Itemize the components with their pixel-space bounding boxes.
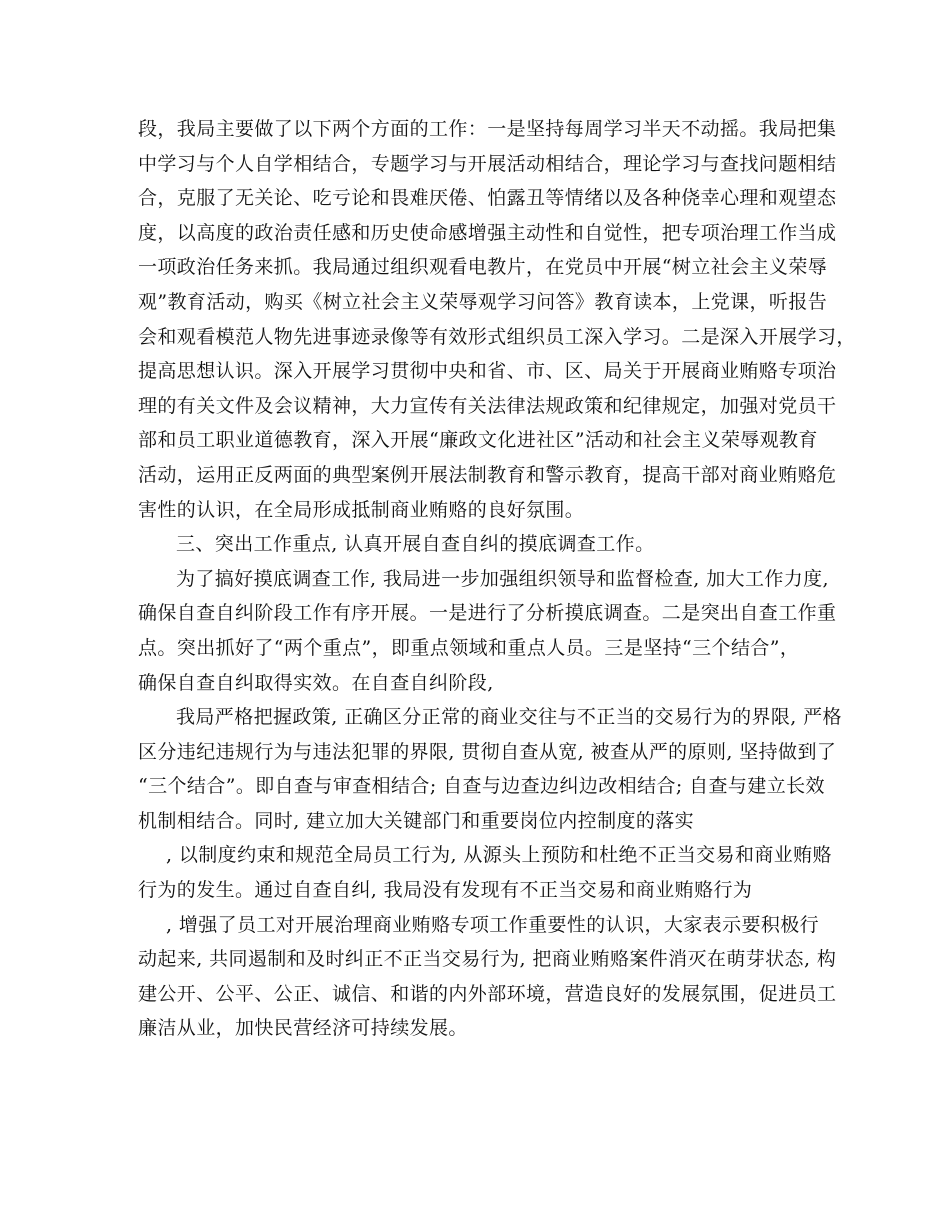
text-line: 确保自查自纠取得实效。在自查自纠阶段,	[138, 671, 494, 694]
text-line: , 以制度约束和规范全局员工行为, 从源头上预防和杜绝不正当交易和商业贿赂	[166, 844, 832, 867]
text-line: 建公开、公平、公正、诚信、和谐的内外部环境，营造良好的发展氛围，促进员工	[138, 982, 837, 1005]
text-line: 动起来, 共同遏制和及时纠正不正当交易行为, 把商业贿赂案件消灭在萌芽状态, 构	[138, 948, 837, 971]
section-heading: 三、突出工作重点, 认真开展自查自纠的摸底调查工作。	[176, 533, 655, 556]
text-line: 合，克服了无关论、吃亏论和畏难厌倦、怕露丑等情绪以及各种侥幸心理和观望态	[138, 187, 837, 210]
text-line: 活动，运用正反两面的典型案例开展法制教育和警示教育，提高干部对商业贿赂危	[138, 463, 837, 486]
text-line: 为了搞好摸底调查工作, 我局进一步加强组织领导和监督检查, 加大工作力度,	[176, 567, 829, 590]
text-line: 行为的发生。通过自查自纠, 我局没有发现有不正当交易和商业贿赂行为	[138, 879, 753, 902]
text-line: 一项政治任务来抓。我局通过组织观看电教片，在党员中开展“树立社会主义荣辱	[138, 256, 828, 279]
text-line: 害性的认识，在全局形成抵制商业贿赂的良好氛围。	[138, 498, 585, 521]
text-line: 区分违纪违规行为与违法犯罪的界限, 贯彻自查从宽, 被查从严的原则, 坚持做到了	[138, 740, 837, 763]
text-line: 段，我局主要做了以下两个方面的工作：一是坚持每周学习半天不动摇。我局把集	[138, 118, 837, 140]
text-line: 部和员工职业道德教育，深入开展“廉政文化进社区”活动和社会主义荣辱观教育	[138, 429, 818, 452]
text-line: 理的有关文件及会议精神，大力宣传有关法律法规政策和纪律规定，加强对党员干	[138, 394, 837, 417]
text-line: 确保自查自纠阶段工作有序开展。一是进行了分析摸底调查。二是突出自查工作重	[138, 602, 837, 625]
text-line: 廉洁从业，加快民营经济可持续发展。	[138, 1017, 468, 1040]
text-line: 中学习与个人自学相结合，专题学习与开展活动相结合，理论学习与查找问题相结	[138, 152, 837, 175]
document-body	[138, 112, 856, 1046]
text-line: 提高思想认识。深入开展学习贯彻中央和省、市、区、局关于开展商业贿赂专项治	[138, 360, 837, 383]
text-line: “三个结合”。即自查与审查相结合; 自查与边查边纠边改相结合; 自查与建立长效	[138, 775, 825, 798]
text-line: 观”教育活动，购买《树立社会主义荣辱观学习问答》教育读本，上党课，听报告	[138, 290, 828, 313]
text-line: 我局严格把握政策, 正确区分正常的商业交往与不正当的交易行为的界限, 严格	[176, 706, 842, 729]
text-line: , 增强了员工对开展治理商业贿赂专项工作重要性的认识，大家表示要积极行	[166, 913, 820, 936]
text-line: 度，以高度的政治责任感和历史使命感增强主动性和自觉性，把专项治理工作当成	[138, 221, 837, 244]
text-line: 点。突出抓好了“两个重点”，即重点领域和重点人员。三是坚持“三个结合”，	[138, 636, 800, 659]
text-line: 机制相结合。同时, 建立加大关键部门和重要岗位内控制度的落实	[138, 809, 695, 832]
text-line: 会和观看模范人物先进事迹录像等有效形式组织员工深入学习。二是深入开展学习，	[138, 325, 856, 348]
